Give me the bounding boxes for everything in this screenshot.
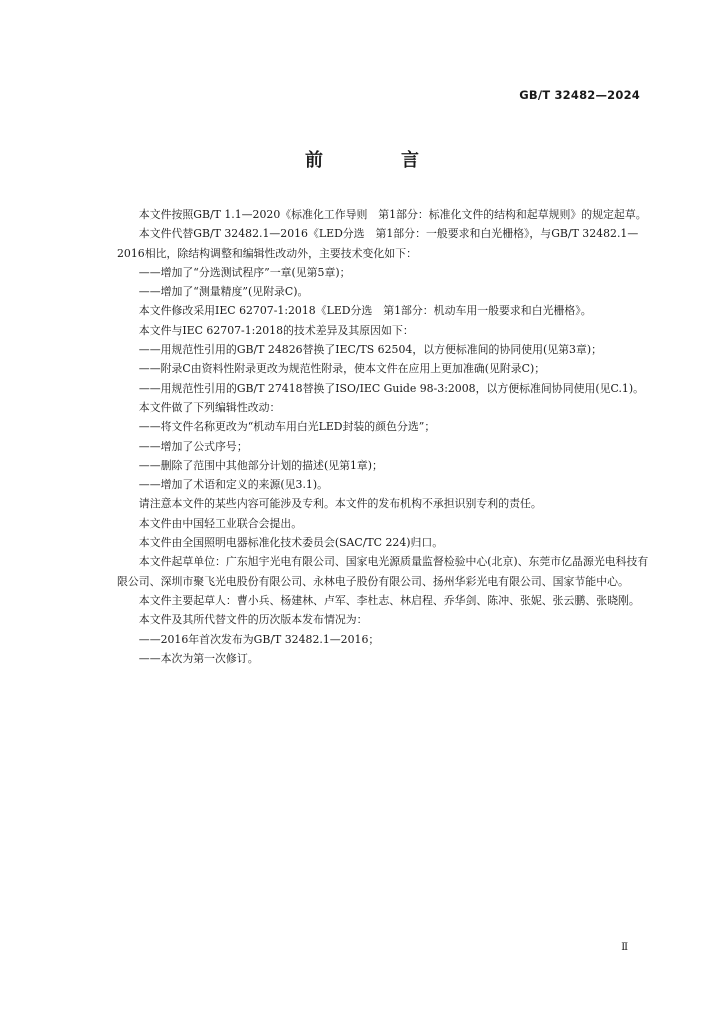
paragraph: 本文件代替GB/T 32482.1—2016《LED分选 第1部分：一般要求和白光栅格》，与GB/T 32482.1—2016相比，除结构调整和编辑性改动外，主要技术变化如下： <box>117 227 639 260</box>
document-body <box>117 205 657 668</box>
page-title: 前 言 <box>305 150 449 171</box>
list-item: ——附录C由资料性附录更改为规范性附录，使本文件在应用上更加准确(见附录C)； <box>138 362 546 376</box>
paragraph: 本文件修改采用IEC 62707-1:2018《LED分选 第1部分：机动车用一般要求和白光栅格》。 <box>138 304 592 318</box>
paragraph: 本文件主要起草人：曹小兵、杨建林、卢军、李杜志、林启程、乔华剑、陈冲、张妮、张云鹏、张晓刚。 <box>138 593 640 607</box>
paragraph: 本文件做了下列编辑性改动： <box>138 400 281 414</box>
list-item: ——删除了范围中其他部分计划的描述(见第1章)； <box>138 458 383 472</box>
list-item: ——2016年首次发布为GB/T 32482.1—2016； <box>138 632 380 646</box>
list-item: ——本次为第一次修订。 <box>138 651 259 665</box>
paragraph: 本文件与IEC 62707-1:2018的技术差异及其原因如下： <box>138 323 414 337</box>
paragraph: 本文件由全国照明电器标准化技术委员会(SAC/TC 224)归口。 <box>138 536 444 550</box>
standard-code: GB/T 32482—2024 <box>519 88 640 102</box>
list-item: ——将文件名称更改为“机动车用白光LED封装的颜色分选”； <box>138 420 436 434</box>
list-item: ——增加了“测量精度”(见附录C)。 <box>138 285 309 299</box>
list-item: ——用规范性引用的GB/T 24826替换了IEC/TS 62504，以方便标准间的协同使用(见第3章)； <box>138 343 602 357</box>
paragraph: 本文件按照GB/T 1.1—2020《标准化工作导则 第1部分：标准化文件的结构和起草规则》的规定起草。 <box>138 208 647 221</box>
paragraph: 请注意本文件的某些内容可能涉及专利。本文件的发布机构不承担识别专利的责任。 <box>138 497 542 511</box>
list-item: ——增加了“分选测试程序”一章(见第5章)； <box>138 265 351 279</box>
paragraph: 本文件起草单位：广东旭宇光电有限公司、国家电光源质量监督检验中心(北京)、东莞市亿晶源光电科技有限公司、深圳市聚飞光电股份有限公司、永林电子股份有限公司、扬州华彩光电有限公司、国家节能中心。 <box>117 555 649 588</box>
paragraph: 本文件及其所代替文件的历次版本发布情况为： <box>138 613 368 627</box>
paragraph: 本文件由中国轻工业联合会提出。 <box>138 516 303 530</box>
list-item: ——增加了术语和定义的来源(见3.1)。 <box>138 478 328 492</box>
page-number: Ⅱ <box>621 942 628 953</box>
list-item: ——用规范性引用的GB/T 27418替换了ISO/IEC Guide 98-3:2008，以方便标准间协同使用(见C.1)。 <box>138 381 644 395</box>
list-item: ——增加了公式序号； <box>138 439 248 453</box>
